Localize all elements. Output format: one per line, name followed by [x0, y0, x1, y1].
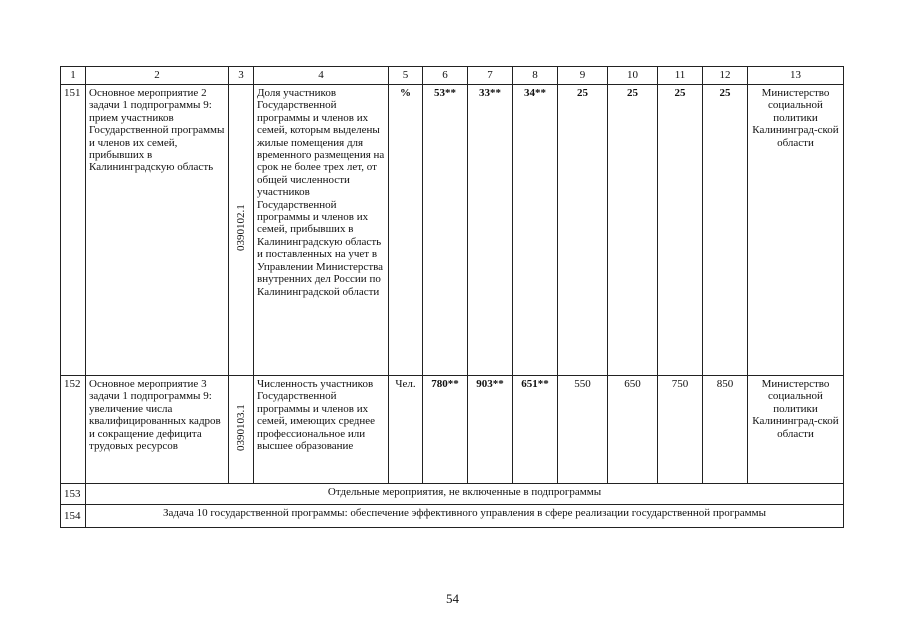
column-header: 9	[558, 67, 608, 85]
value-col-11: 25	[658, 85, 703, 376]
value-col-12: 850	[703, 376, 748, 484]
column-header: 8	[513, 67, 558, 85]
responsible: Министерство социальной политики Калининград-ской области	[748, 85, 844, 376]
row-number: 153	[61, 484, 86, 505]
column-header: 5	[389, 67, 423, 85]
event-code: 0390102.1	[235, 203, 247, 251]
section-row	[61, 484, 844, 505]
column-header: 12	[703, 67, 748, 85]
value-col-6: 780**	[423, 376, 468, 484]
page-number: 54	[446, 591, 459, 606]
event-name: Основное мероприятие 2 задачи 1 подпрограммы 9: прием участников Государственной программы и членов их семей, прибывших в Калининградскую область	[86, 85, 229, 376]
row-number: 154	[61, 505, 86, 528]
section-row	[61, 505, 844, 528]
column-header: 6	[423, 67, 468, 85]
value-col-12: 25	[703, 85, 748, 376]
value-col-7: 33**	[468, 85, 513, 376]
column-header: 7	[468, 67, 513, 85]
value-col-9: 550	[558, 376, 608, 484]
code-cell	[229, 85, 254, 376]
program-table	[60, 66, 844, 528]
column-header: 3	[229, 67, 254, 85]
column-header: 11	[658, 67, 703, 85]
table-row	[61, 85, 844, 376]
value-col-10: 25	[608, 85, 658, 376]
column-header: 4	[254, 67, 389, 85]
value-col-8: 34**	[513, 85, 558, 376]
event-code: 0390103.1	[235, 403, 247, 451]
value-col-9: 25	[558, 85, 608, 376]
column-header: 2	[86, 67, 229, 85]
value-col-10: 650	[608, 376, 658, 484]
code-cell	[229, 376, 254, 484]
row-number: 151	[61, 85, 86, 376]
value-col-7: 903**	[468, 376, 513, 484]
header-row	[61, 67, 844, 85]
value-col-11: 750	[658, 376, 703, 484]
indicator-name: Численность участников Государственной программы и членов их семей, имеющих среднее профессиональное или высшее образование	[254, 376, 389, 484]
row-number: 152	[61, 376, 86, 484]
indicator-name: Доля участников Государственной программы и членов их семей, которым выделены жилые помещения для временного размещения на срок не более трех лет, от общей численности участников Государственной программы и членов их семей, прибывших в Калининградскую область и поставленных на учет в Управлении Министерства внутренних дел России по Калининградской области	[254, 85, 389, 376]
column-header: 10	[608, 67, 658, 85]
table-row	[61, 376, 844, 484]
responsible: Министерство социальной политики Калининград-ской области	[748, 376, 844, 484]
value-col-6: 53**	[423, 85, 468, 376]
event-name: Основное мероприятие 3 задачи 1 подпрограммы 9: увеличение числа квалифицированных кадров и сокращение дефицита трудовых ресурсов	[86, 376, 229, 484]
unit: %	[389, 85, 423, 376]
column-header: 13	[748, 67, 844, 85]
section-title: Отдельные мероприятия, не включенные в подпрограммы	[86, 484, 844, 505]
value-col-8: 651**	[513, 376, 558, 484]
column-header: 1	[61, 67, 86, 85]
unit: Чел.	[389, 376, 423, 484]
section-title: Задача 10 государственной программы: обеспечение эффективного управления в сфере реализации государственной программы	[86, 505, 844, 528]
